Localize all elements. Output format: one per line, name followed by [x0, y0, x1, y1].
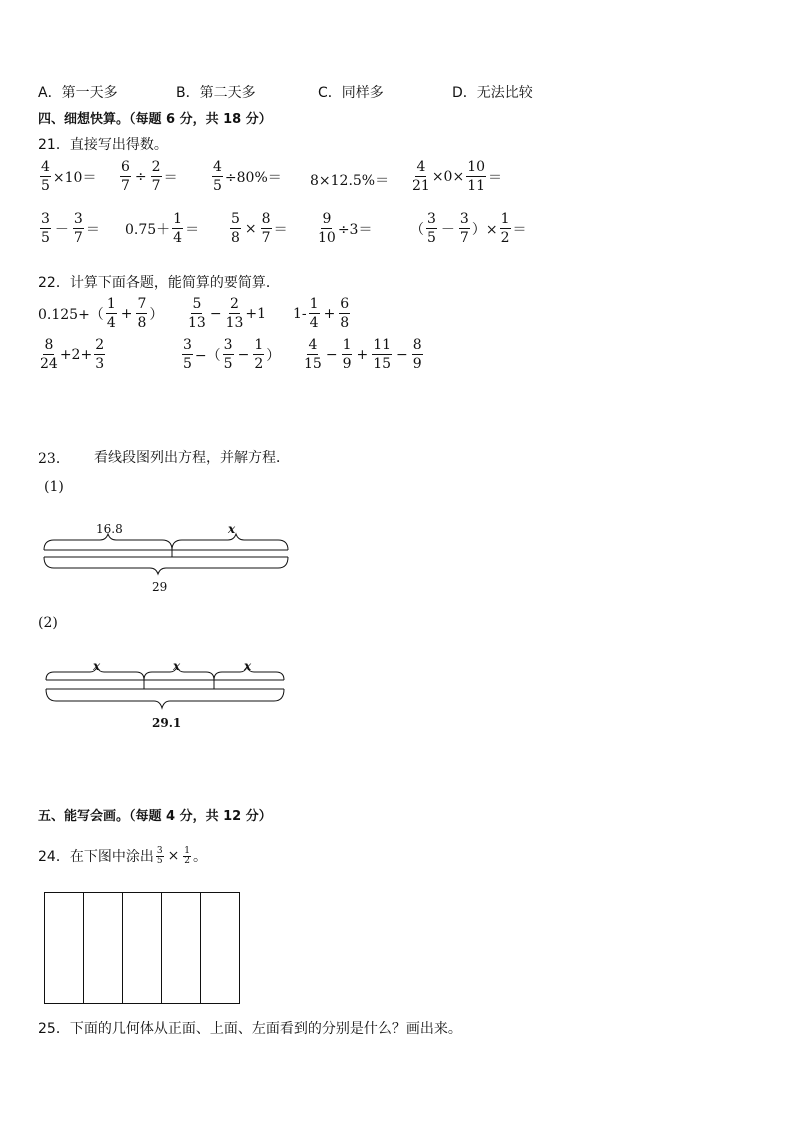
line-segment-diagram-2 [40, 660, 290, 722]
numerator: 2 [151, 159, 161, 175]
section-4-title: 四、细想快算。（每题 6 分，共 18 分） [38, 112, 272, 127]
numerator: 6 [121, 159, 130, 175]
denominator: 8 [340, 315, 350, 331]
numerator: 2 [95, 337, 105, 353]
denominator: 4 [173, 230, 183, 246]
section-5-title: 五、能写会画。（每题 4 分，共 12 分） [38, 809, 272, 824]
denominator: 21 [412, 178, 430, 194]
denominator: 5 [41, 230, 50, 246]
operator: － [440, 221, 455, 238]
denominator: 7 [261, 230, 271, 246]
q21-expr-4 [310, 170, 389, 190]
denominator: 11 [467, 178, 486, 194]
expr-text: ×10＝ [52, 169, 97, 186]
q24-text: 24．在下图中涂出 [38, 849, 154, 865]
numerator: 4 [416, 159, 426, 175]
shading-rectangle-grid [44, 892, 240, 1004]
numerator: 11 [373, 337, 392, 353]
q22-label: 22．计算下面各题，能简算的要简算． [38, 275, 280, 291]
denominator: 5 [183, 356, 192, 372]
denominator: 4 [106, 315, 116, 331]
q23-part1-label: (1) [44, 479, 64, 495]
numerator: 6 [340, 296, 350, 312]
numerator: 1 [342, 337, 352, 353]
expr-text: ＝ [488, 169, 503, 186]
operator: + [356, 346, 369, 363]
denominator: 13 [188, 315, 206, 331]
numerator: 4 [41, 159, 50, 175]
denominator: 2 [254, 356, 264, 372]
q22-expr-4 [38, 338, 107, 371]
expr-text: +2+ [59, 346, 93, 363]
denominator: 5 [213, 178, 222, 194]
denominator: 7 [73, 230, 83, 246]
grid-cell [201, 893, 239, 1003]
expr-text: ÷3＝ [337, 221, 373, 238]
numerator: 1 [309, 296, 319, 312]
diagram2-top-label-2: x [173, 659, 181, 673]
operator: − [237, 346, 250, 363]
numerator: 3 [183, 337, 192, 353]
denominator: 4 [309, 315, 319, 331]
denominator: 2 [184, 855, 191, 866]
q24-prompt [38, 846, 207, 866]
denominator: 5 [223, 356, 233, 372]
denominator: 8 [231, 230, 240, 246]
q22-expr-2 [186, 297, 266, 330]
numerator: 3 [223, 337, 233, 353]
operator: − [209, 305, 222, 322]
denominator: 9 [342, 356, 352, 372]
q23-text: 看线段图列出方程，并解方程． [94, 450, 290, 466]
expr-text: 0.125+（ [38, 306, 104, 323]
denominator: 10 [318, 230, 336, 246]
denominator: 15 [373, 356, 392, 372]
numerator: 5 [231, 211, 240, 227]
denominator: 3 [95, 356, 105, 372]
q21-expr-8 [228, 212, 288, 245]
option-a: A．第一天多 [38, 85, 118, 101]
denominator: 24 [40, 356, 58, 372]
denominator: 15 [304, 356, 322, 372]
q21-label: 21．直接写出得数。 [38, 137, 168, 153]
q23-part2-label: (2) [38, 615, 58, 631]
diagram2-top-label-1: x [93, 659, 101, 673]
q22-expr-6 [302, 338, 425, 371]
option-d: D．无法比较 [452, 85, 533, 101]
numerator: 4 [308, 337, 318, 353]
numerator: 1 [106, 296, 116, 312]
expr-text: ＝ [185, 221, 200, 238]
numerator: 9 [322, 211, 332, 227]
top-brace-right [172, 534, 288, 550]
expr-text: ＝ [85, 221, 100, 238]
numerator: 3 [459, 211, 469, 227]
expr-text: +1 [245, 305, 267, 322]
q21-expr-10 [410, 212, 527, 245]
q21-expr-9 [316, 212, 372, 245]
numerator: 3 [73, 211, 83, 227]
expr-text: 8×12.5%＝ [310, 173, 390, 189]
grid-cell [45, 893, 84, 1003]
denominator: 7 [121, 178, 130, 194]
numerator: 3 [427, 211, 436, 227]
denominator: 7 [151, 178, 161, 194]
top-brace-left [44, 534, 172, 550]
option-c: C．同样多 [318, 85, 384, 101]
diagram1-top-right-label: x [228, 522, 236, 536]
q23-number: 23． [38, 451, 70, 467]
bottom-brace [44, 557, 288, 574]
operator: − [325, 346, 338, 363]
numerator: 2 [230, 296, 239, 312]
numerator: 5 [192, 296, 202, 312]
paren: ） [266, 347, 281, 364]
operator: − [396, 346, 408, 363]
numerator: 1 [500, 211, 510, 227]
numerator: 3 [41, 211, 50, 227]
paren: ）× [471, 221, 498, 238]
numerator: 1 [184, 845, 191, 856]
operator: ÷ [134, 168, 147, 185]
denominator: 13 [225, 315, 244, 331]
grid-cell [84, 893, 123, 1003]
numerator: 8 [261, 211, 271, 227]
grid-cell [162, 893, 201, 1003]
numerator: 10 [467, 159, 486, 175]
expr-text: 1- [293, 305, 307, 322]
bottom-brace [46, 689, 284, 708]
denominator: 9 [412, 356, 422, 372]
diagram2-bottom-label: 29.1 [152, 716, 182, 730]
q22-expr-3 [293, 297, 352, 330]
numerator: 1 [173, 211, 183, 227]
numerator: 4 [213, 159, 222, 175]
paren: （ [410, 221, 424, 238]
diagram1-top-left-label: 16.8 [96, 522, 123, 536]
operator: － [54, 221, 69, 238]
denominator: 8 [137, 315, 147, 331]
q21-expr-3 [210, 160, 282, 193]
expr-text: ＝ [163, 169, 178, 186]
q21-expr-5 [410, 160, 502, 193]
grid-cell [123, 893, 162, 1003]
expr-text: −（ [194, 347, 221, 364]
operator: × [167, 848, 180, 864]
expr-text: 0.75＋ [125, 221, 171, 238]
q24-punct: 。 [193, 849, 208, 865]
numerator: 3 [156, 845, 163, 856]
option-b: B．第二天多 [176, 85, 256, 101]
operator: × [244, 220, 257, 237]
q21-expr-6 [38, 212, 100, 245]
numerator: 7 [137, 296, 147, 312]
numerator: 1 [254, 337, 264, 353]
denominator: 5 [41, 178, 50, 194]
expr-text: ＝ [273, 221, 288, 238]
q22-expr-1 [38, 297, 163, 330]
expr-text: ＝ [512, 221, 527, 238]
expr-text: ÷80%＝ [224, 169, 282, 186]
denominator: 5 [156, 855, 163, 866]
denominator: 7 [459, 230, 469, 246]
q21-expr-2 [118, 160, 178, 193]
denominator: 5 [427, 230, 436, 246]
numerator: 8 [412, 337, 422, 353]
operator: + [120, 305, 133, 322]
expr-text: ×0× [431, 168, 465, 185]
q21-expr-7 [125, 212, 199, 245]
diagram2-top-label-3: x [244, 659, 252, 673]
q21-expr-1 [38, 160, 96, 193]
paren: ） [149, 306, 164, 323]
q22-expr-5 [180, 338, 280, 371]
q25-text: 25．下面的几何体从正面、上面、左面看到的分别是什么？画出来。 [38, 1021, 462, 1037]
diagram1-bottom-label: 29 [152, 580, 168, 594]
operator: + [323, 305, 336, 322]
denominator: 2 [500, 230, 510, 246]
numerator: 8 [44, 337, 54, 353]
